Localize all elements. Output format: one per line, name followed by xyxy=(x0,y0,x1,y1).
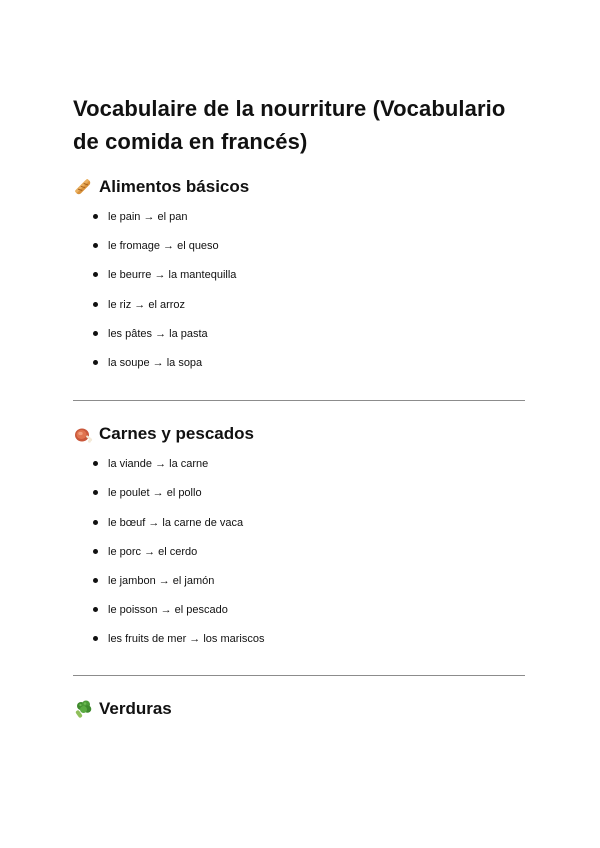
section-divider xyxy=(73,675,525,676)
list-item: le poulet → el pollo xyxy=(73,486,525,515)
meat-on-bone-icon xyxy=(73,424,93,444)
list-item: le pain → el pan xyxy=(73,210,525,239)
section-divider xyxy=(73,400,525,401)
list-item: la viande → la carne xyxy=(73,457,525,486)
list-item: le riz → el arroz xyxy=(73,298,525,327)
section-heading-alimentos xyxy=(73,176,525,198)
section-heading-carnes xyxy=(73,423,525,445)
list-item: le porc → el cerdo xyxy=(73,545,525,574)
document-page xyxy=(73,92,525,720)
section-heading-verduras xyxy=(73,698,525,720)
list-item: le poisson → el pescado xyxy=(73,603,525,632)
section-heading-text: Carnes y pescados xyxy=(99,424,254,444)
list-item: le jambon → el jamón xyxy=(73,574,525,603)
list-item: le bœuf → la carne de vaca xyxy=(73,516,525,545)
section-heading-text: Verduras xyxy=(99,699,172,719)
list-item: les pâtes → la pasta xyxy=(73,327,525,356)
page-title: Vocabulaire de la nourriture (Vocabulario de comida en francés) xyxy=(73,96,506,154)
baguette-icon xyxy=(73,177,93,197)
broccoli-icon xyxy=(73,699,93,719)
list-item: le fromage → el queso xyxy=(73,239,525,268)
list-item: le beurre → la mantequilla xyxy=(73,268,525,297)
list-item: la soupe → la sopa xyxy=(73,356,525,385)
section-heading-text: Alimentos básicos xyxy=(99,177,250,196)
vocab-list-alimentos xyxy=(73,210,525,385)
list-item: les fruits de mer → los mariscos xyxy=(73,632,525,661)
vocab-list-carnes xyxy=(73,457,525,661)
